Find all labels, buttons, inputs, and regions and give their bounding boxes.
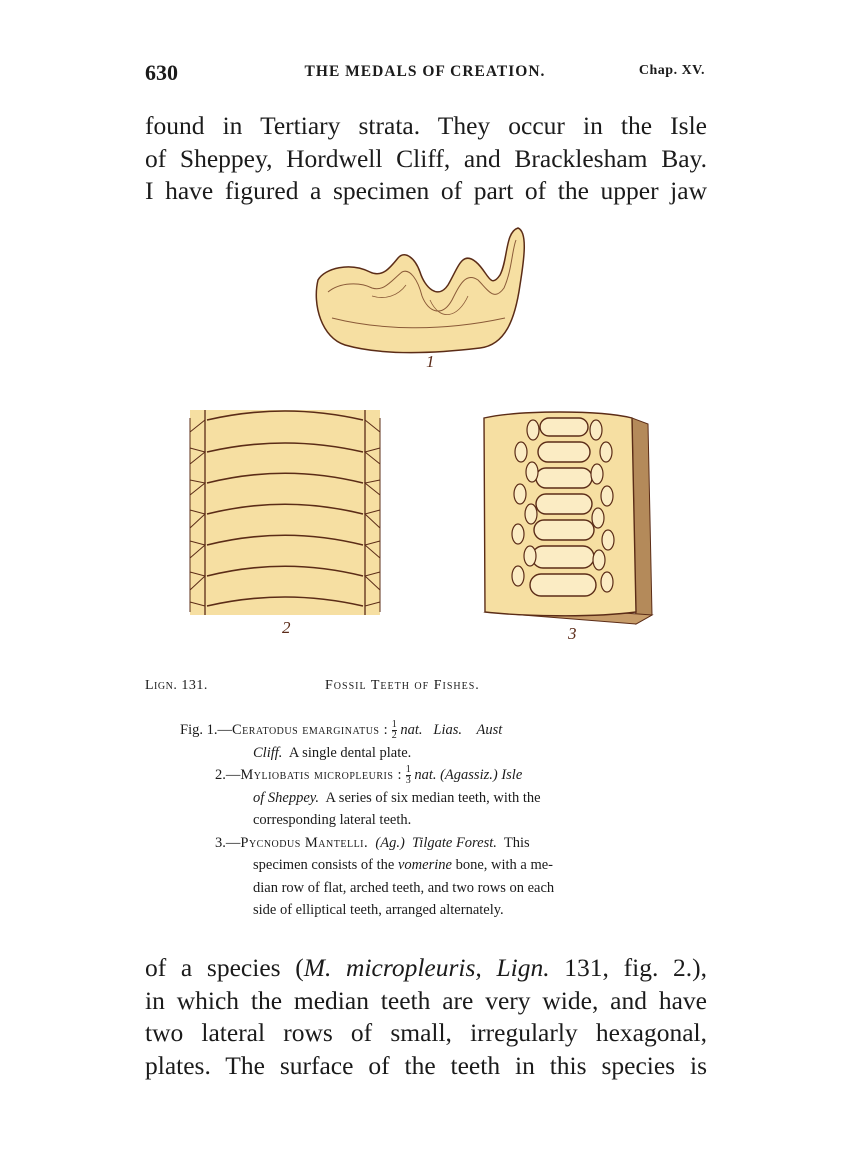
figure-number-1: 1 [426,352,435,371]
chapter-label: Chap. XV. [638,63,705,78]
figure-legend [180,719,660,922]
legend-entry-3: 3.—Pycnodus Mantelli. (Ag.) Tilgate Forest. This specimen consists of the vomerine bone, with a me- dian row of flat, arched teeth, and two rows on each side of elliptical teeth, arranged alternately. [215,834,555,918]
text-line: plates. The surface of the teeth in this species is [145,1050,707,1080]
running-title: THE MEDALS OF CREATION. [304,63,546,80]
fraction: $\frac{1}{3}$ [405,764,411,787]
figure-3-pycnodus-vomer [484,412,652,624]
text-line: of a species (M. micropleuris, Lign. 131, fig. 2.), [145,953,707,982]
page-number: 630 [145,60,178,85]
legend-entry-2: 2.—Myliobatis micropleuris : $\frac{1}{3}$ nat. (Agassiz.) Isle of Sheppey. A series of six median teeth, with the corresponding lateral teeth. [215,764,541,828]
legend-entry-1: Fig. 1.—Ceratodus emarginatus : $\frac{1}{2}$ nat. Lias. Aust Cliff. A single dental plate. [180,719,503,761]
text-line: in which the median teeth are very wide, and have [145,985,707,1015]
lign-number: Lign. 131. [145,678,208,693]
caption-heading [145,678,705,698]
caption-title: Fossil Teeth of Fishes. [325,678,480,693]
figure-number-2: 2 [282,618,291,637]
text-line: I have figured a specimen of part of the upper jaw [145,176,707,205]
figure-2-myliobatis-teeth [190,410,380,615]
bottom-paragraph [145,952,707,1082]
figure-1-ceratodus-plate [316,228,524,353]
text-line: of Sheppey, Hordwell Cliff, and Bracklesham Bay. [145,143,707,173]
fraction: $\frac{1}{2}$ [391,719,397,742]
figure-number-3: 3 [568,624,577,643]
text-line: two lateral rows of small, irregularly hexagonal, [145,1018,707,1047]
text-line: found in Tertiary strata. They occur in the Isle [145,111,707,140]
